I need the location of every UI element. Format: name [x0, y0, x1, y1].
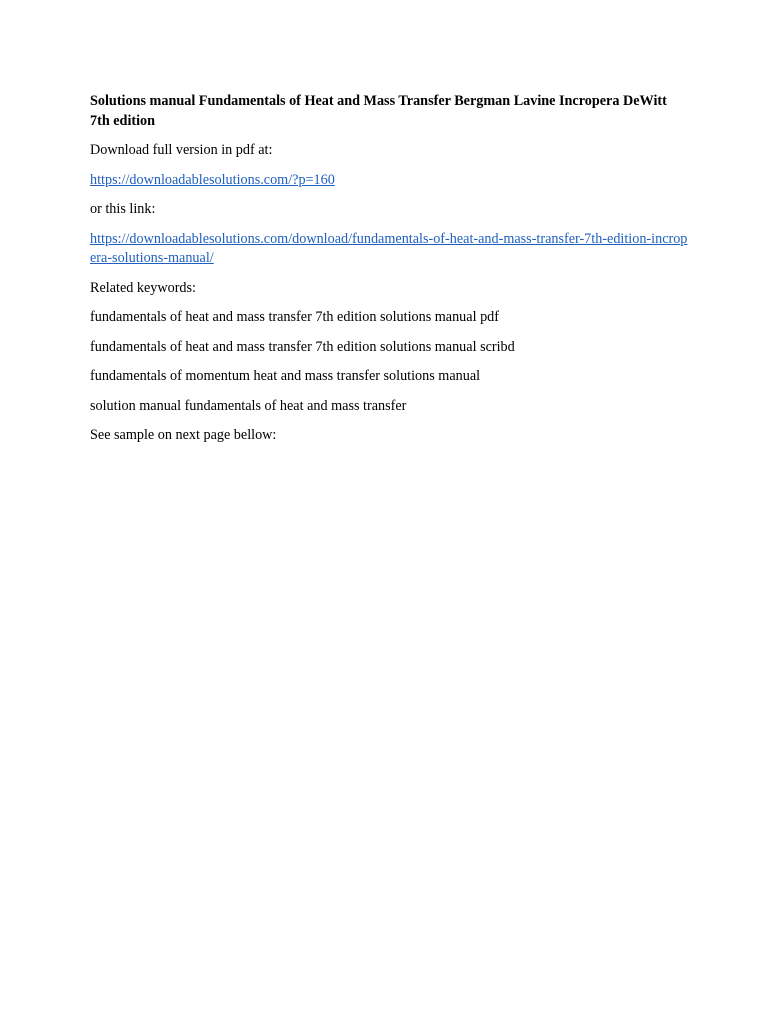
closing-text: See sample on next page bellow: — [90, 427, 277, 443]
primary-download-link[interactable]: https://downloadablesolutions.com/?p=160 — [90, 171, 335, 188]
download-intro-text: Download full version in pdf at: — [90, 142, 273, 158]
secondary-download-link[interactable]: https://downloadablesolutions.com/download/fundamentals-of-heat-and-mass-transfer-7th-edition-incropera-solutions-manual/ — [90, 230, 688, 266]
related-keywords-label: Related keywords: — [90, 279, 196, 296]
alt-intro-text: or this link: — [90, 201, 156, 217]
keyword-item: fundamentals of heat and mass transfer 7th edition solutions manual scribd — [90, 338, 515, 355]
secondary-link-line — [90, 230, 690, 269]
keyword-item: solution manual fundamentals of heat and mass transfer — [90, 397, 407, 414]
primary-link-line — [90, 171, 690, 191]
keyword-item: fundamentals of momentum heat and mass transfer solutions manual — [90, 368, 481, 384]
document-body — [90, 92, 690, 456]
document-title: Solutions manual Fundamentals of Heat and Mass Transfer Bergman Lavine Incropera DeWitt 7th edition — [90, 93, 667, 129]
keyword-item: fundamentals of heat and mass transfer 7th edition solutions manual pdf — [90, 309, 499, 325]
